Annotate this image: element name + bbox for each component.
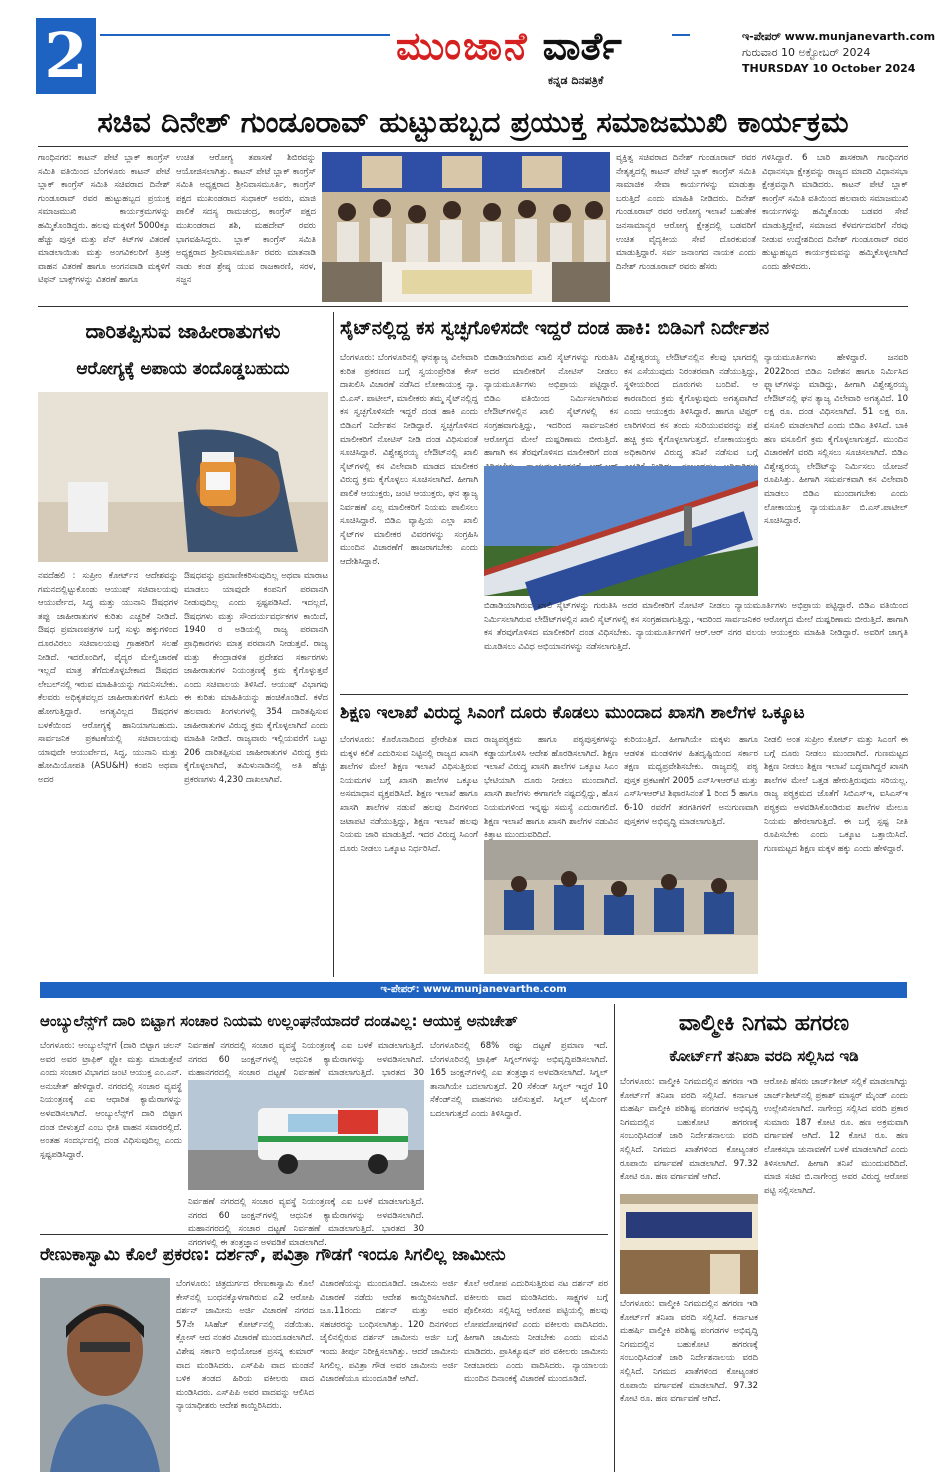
article6-headline[interactable]: ವಾಲ್ಮೀಕಿ ನಿಗಮ ಹಗರಣ (678, 1011, 850, 1036)
page-number: 2 (36, 18, 96, 94)
article7-photo (40, 1278, 170, 1472)
article1-col2: ಉಚಿತ ಆರೋಗ್ಯ ತಪಾಸಣೆ ಶಿಬಿರವನ್ನು ಆಯೋಜಿಸಲಾಗಿತ್ತು. ಕಾಟನ್ ಪೇಟೆ ಬ್ಲಾಕ್ ಕಾಂಗ್ರೆಸ್ ಸಮಿತಿ ಅಧ್ಯಕ್ಷರಾದ ಶ್ರೀನಿವಾಸಮೂರ್ತಿ, ಕಾಂಗ್ರೆಸ್ ಪಕ್ಷದ ಮುಖಂಡರಾದ ಸುಧಾಕರ್ ಅವರು, ಮಾಜಿ ಪಾಲಿಕೆ ಸದಸ್ಯ ರಾಮಚಂದ್ರ, ಕಾಂಗ್ರೆಸ್ ಪಕ್ಷದ ಮುಖಂಡರಾದ ಶಶಿ, ಮಹದೇವ್ ರವರು ಭಾಗವಹಿಸಿದ್ದರು. ಬ್ಲಾಕ್ ಕಾಂಗ್ರೆಸ್ ಸಮಿತಿ ಅಧ್ಯಕ್ಷರಾದ ಶ್ರೀನಿವಾಸಮೂರ್ತಿ ರವರು ಮಾತನಾಡಿ ನಾಡು ಕಂಡ ಶ್ರೇಷ್ಠ ಯುವ ರಾಜಕಾರಣಿ, ಸರಳ, ಸಜ್ಜನ (176, 153, 316, 286)
article5-col3: ಬೆಂಗಳೂರಿನಲ್ಲಿ 68% ರಷ್ಟು ದಟ್ಟಣೆ ಪ್ರಮಾಣ ಇದೆ. ಬೆಂಗಳೂರಿನಲ್ಲಿ ಟ್ರಾಫಿಕ್ ಸಿಗ್ನಲ್‌ಗಳನ್ನು ಅಭಿವೃದ್ಧಿಪಡಿಸಲಾಗಿದೆ. 165 ಜಂಕ್ಷನ್‌ಗಳಲ್ಲಿ ಎಐ ತಂತ್ರಜ್ಞಾನ ಅಳವಡಿಸಲಾಗಿದೆ. ಸಿಗ್ನಲ್ ತಾನಾಗಿಯೇ ಬದಲಾಗುತ್ತದೆ. 20 ಸೆಕೆಂಡ್ ಸಿಗ್ನಲ್ ಇದ್ದರೆ 10 ಸೆಕೆಂಡ್‌ನಲ್ಲಿ ವಾಹನಗಳು ಚಲಿಸುತ್ತವೆ. ಸಿಗ್ನಲ್ ಟೈಮಿಂಗ್ ಬದಲಾಗುತ್ತದೆ ಎಂದು ತಿಳಿಸಿದ್ದಾರೆ. (430, 1041, 608, 1119)
article5-headline[interactable]: ಆಂಬ್ಯುಲೆನ್ಸ್‌ಗೆ ದಾರಿ ಬಿಟ್ಟಾಗ ಸಂಚಾರ ನಿಯಮ ಉಲ್ಲಂಘನೆಯಾದರೆ ದಂಡವಿಲ್ಲ: ಆಯುಕ್ತ ಅನುಚೇತ್ (40, 1012, 518, 1030)
tagline: ಕನ್ನಡ ದಿನಪತ್ರಿಕೆ (548, 74, 604, 87)
article1-col4: ಗಳಿಸಿದ್ದಾರೆ. 6 ಬಾರಿ ಶಾಸಕರಾಗಿ ಗಾಂಧಿನಗರ ವಿಧಾನಸಭಾ ಕ್ಷೇತ್ರವನ್ನು ರಾಜ್ಯದ ಮಾದರಿ ವಿಧಾನಸಭಾ ಕ್ಷೇತ್ರವನ್ನಾಗಿ ಮಾಡಿದರು. ಕಾಟನ್ ಪೇಟೆ ಬ್ಲಾಕ್ ಕಾಂಗ್ರೆಸ್ ಸಮಿತಿ ವತಿಯಿಂದ ಹಲವಾರು ಸಮಾಜಮುಖಿ ಕಾರ್ಯಗಳನ್ನು ಹಮ್ಮಿಕೊಂಡು ಬಡವರ ಸೇವೆ ಮಾಡುತ್ತಿದ್ದೇವೆ, ಸಮಾಜದ ಕೆಳವರ್ಗದವರಿಗೆ ನೆರವು ನೀಡುವ ಉದ್ದೇಶದಿಂದ ದಿನೇಶ್ ಗುಂಡೂರಾವ್ ರವರ ಹುಟ್ಟುಹಬ್ಬದ ಕಾರ್ಯಕ್ರಮವನ್ನು ಹಮ್ಮಿಕೊಳ್ಳಲಾಗಿದೆ ಎಂದು ಹೇಳಿದರು. (762, 153, 908, 272)
article1-headline[interactable]: ಸಚಿವ ದಿನೇಶ್ ಗುಂಡೂರಾವ್ ಹುಟ್ಟುಹಬ್ಬದ ಪ್ರಯುಕ್ತ ಸಮಾಜಮುಖಿ ಕಾರ್ಯಕ್ರಮ (97, 105, 849, 139)
article1-photo (322, 152, 610, 302)
article2-col1: ನವದೆಹಲಿ : ಸುಪ್ರೀಂ ಕೋರ್ಟ್‌ನ ಆದೇಶವನ್ನು ಗಮನದಲ್ಲಿಟ್ಟುಕೊಂಡು ಆಯುಷ್ ಸಚಿವಾಲಯವು ಆಯುರ್ವೇದ, ಸಿದ್ಧ ಮತ್ತು ಯುನಾನಿ ಔಷಧಗಳ ತಪ್ಪು ಜಾಹೀರಾತುಗಳ ಕುರಿತು ಎಚ್ಚರಿಕೆ ನೀಡಿದೆ. ಔಷಧ ಪ್ರಮಾಣಪತ್ರಗಳ ಬಗ್ಗೆ ಸುಳ್ಳು ಹಕ್ಕುಗಳಿಂದ ದೂರವಿರಲು ಸಚಿವಾಲಯವು ಗ್ರಾಹಕರಿಗೆ ಸಲಹೆ ನೀಡಿದೆ. ಇದರೊಂದಿಗೆ, ವೈದ್ಯರ ಮೇಲ್ವಿಚಾರಣೆ ಇಲ್ಲದೆ ಮಾತ್ರ ತೆಗೆದುಕೊಳ್ಳಬೇಕಾದ ಔಷಧದ ಲೇಬಲ್‌ನಲ್ಲಿ ಇರುವ ಮಾಹಿತಿಯನ್ನು ಗಮನಿಸಬೇಕು. ಕೆಲವರು ಅಧಿಕೃತವಲ್ಲದ ಜಾಹೀರಾತುಗಳಿಗೆ ಕುಸಿದು ಹೋಗುತ್ತಿದ್ದಾರೆ. ಅಗತ್ಯವಿಲ್ಲದ ಔಷಧಗಳ ಬಳಕೆಯಿಂದ ಆರೋಗ್ಯಕ್ಕೆ ಹಾನಿಯಾಗಬಹುದು. ಸಾರ್ವಜನಿಕ ಪ್ರಕಟಣೆಯಲ್ಲಿ ಸಚಿವಾಲಯವು ಯಾವುದೇ ಆಯುರ್ವೇದ, ಸಿದ್ಧ, ಯುನಾನಿ ಮತ್ತು ಹೋಮಿಯೋಪತಿ (ASU&H) ಕಂಪನಿ ಅಥವಾ ಅದರ (38, 571, 178, 785)
article4-col2: ರಾಜ್ಯಪಠ್ಯಕ್ರಮ ಹಾಗೂ ಪಠ್ಯಪುಸ್ತಕಗಳನ್ನು ಕಡ್ಡಾಯಗೊಳಿಸಿ ಆದೇಶ ಹೊರಡಿಸಲಾಗಿದೆ. ಶಿಕ್ಷಣ ಇಲಾಖೆ ವಿರುದ್ಧ ಖಾಸಗಿ ಶಾಲೆಗಳ ಒಕ್ಕೂಟ ಸಿಎಂ ಭೇಟಿಯಾಗಿ ದೂರು ನೀಡಲು ಮುಂದಾಗಿದೆ. ಖಾಸಗಿ ಶಾಲೆಗಳು ಈಗಾಗಲೇ ನಷ್ಟದಲ್ಲಿದ್ದು, ಹೊಸ ನಿಯಮಗಳಿಂದ ಇನ್ನಷ್ಟು ಸಮಸ್ಯೆ ಎದುರಾಗಲಿದೆ. ಶಿಕ್ಷಣ ಇಲಾಖೆ ಹಾಗೂ ಖಾಸಗಿ ಶಾಲೆಗಳ ನಡುವಿನ ಕಿತ್ತಾಟ ಮುಂದುವರಿದಿದೆ. (484, 735, 618, 841)
article6-col2: ಆರೋಪಿ ಹೆಸರು ಚಾರ್ಜ್‌ಶೀಟ್ ಸಲ್ಲಿಕೆ ಮಾಡಲಾಗಿದ್ದು ಚಾರ್ಜ್‌ಶೀಟ್‌ನಲ್ಲಿ ಪ್ರಕಾಶ್ ಮಾಸ್ಟರ್ ಮೈಂಡ್ ಎಂದು ಉಲ್ಲೇಖಿಸಲಾಗಿದೆ. ನಾಗೇಂದ್ರ ಸಲ್ಲಿಸಿದ ವರದಿ ಪ್ರಕಾರ ಸುಮಾರು 187 ಕೋಟಿ ರೂ. ಹಣ ಅಕ್ರಮವಾಗಿ ವರ್ಗಾವಣೆ ಆಗಿದೆ. 12 ಕೋಟಿ ರೂ. ಹಣ ಲೋಕಸಭಾ ಚುನಾವಣೆಗೆ ಬಳಕೆ ಮಾಡಲಾಗಿದೆ ಎಂದು ತಿಳಿಸಲಾಗಿದೆ. ಹೀಗಾಗಿ ತನಿಖೆ ಮುಂದುವರಿದಿದೆ. ಮಾಜಿ ಸಚಿವ ಬಿ.ನಾಗೇಂದ್ರ ಅವರ ವಿರುದ್ಧ ಆರೋಪ ಪಟ್ಟಿ ಸಲ್ಲಿಸಲಾಗಿದೆ. (764, 1077, 908, 1196)
logo-word-1: ಮುಂಜಾನೆ (396, 24, 529, 68)
article3-col1: ಬೆಂಗಳೂರು: ಬೆಂಗಳೂರಿನಲ್ಲಿ ಘನತ್ಯಾಜ್ಯ ವಿಲೇವಾರಿ ಕುರಿತ ಪ್ರಕರಣದ ಬಗ್ಗೆ ಸ್ವಯಂಪ್ರೇರಿತ ಕೇಸ್ ದಾಖಲಿಸಿ ವಿಚಾರಣೆ ನಡೆಸಿದ ಲೋಕಾಯುಕ್ತ ನ್ಯಾ. ಬಿ.ಎಸ್. ಪಾಟೀಲ್, ಮಾಲೀಕರು ತಮ್ಮ ಸೈಟ್‌ನಲ್ಲಿದ್ದ ಕಸ ಸ್ವಚ್ಛಗೊಳಿಸದೇ ಇದ್ದರೆ ದಂಡ ಹಾಕಿ ಎಂದು ಬಿಡಿಎಗೆ ನಿರ್ದೇಶನ ನೀಡಿದ್ದಾರೆ. ಸ್ವಚ್ಛಗೊಳಿಸದ ಮಾಲೀಕರಿಗೆ ನೋಟಿಸ್ ನೀಡಿ ದಂಡ ವಿಧಿಸುವಂತೆ ಸೂಚಿಸಿದ್ದಾರೆ. ವಿಶ್ವೇಶ್ವರಯ್ಯ ಲೇಔಟ್‌ನಲ್ಲಿ ಖಾಲಿ ಸೈಟ್‌ಗಳಲ್ಲಿ ಕಸ ವಿಲೇವಾರಿ ಮಾಡದ ಮಾಲೀಕರ ವಿರುದ್ಧ ಕ್ರಮ ಕೈಗೊಳ್ಳಲು ಸೂಚಿಸಲಾಗಿದೆ. ಹೀಗಾಗಿ ಪಾಲಿಕೆ ಆಯುಕ್ತರು, ಜಂಟಿ ಆಯುಕ್ತರು, ಘನ ತ್ಯಾಜ್ಯ ನಿರ್ವಹಣೆ ಎಲ್ಲ ಮಾಲೀಕರಿಗೆ ನಿಯಮ ಪಾಲಿಸಲು ಸೂಚಿಸಿದ್ದಾರೆ. ಬಿಡಿಎ ವ್ಯಾಪ್ತಿಯ ಎಲ್ಲಾ ಖಾಲಿ ಸೈಟ್‌ಗಳ ಮಾಲೀಕರ ವಿವರಗಳನ್ನು ಸಂಗ್ರಹಿಸಿ ಮುಂದಿನ ವಿಚಾರಣೆಗೆ ಹಾಜರಾಗಬೇಕು ಎಂದು ಆದೇಶಿಸಿದ್ದಾರೆ. (340, 353, 478, 567)
newspaper-logo (396, 24, 676, 70)
article5-col1: ಬೆಂಗಳೂರು: ಆಂಬ್ಯುಲೆನ್ಸ್‌ಗೆ (ದಾರಿ ಬಿಟ್ಟಾಗ ಚಲನ್ ಅವರ ಅವರ ಟ್ರಾಫಿಕ್ ಫ್ಲೋ ಮತ್ತು ಮಾಡುತ್ತೇವೆ ಎಂದು ಸಂಚಾರ ವಿಭಾಗದ ಜಂಟಿ ಆಯುಕ್ತ ಎಂ.ಎನ್. ಅನುಚೇತ್ ಹೇಳಿದ್ದಾರೆ. ನಗರದಲ್ಲಿ ಸಂಚಾರ ವ್ಯವಸ್ಥೆ ನಿಯಂತ್ರಣಕ್ಕೆ ಎಐ ಆಧಾರಿತ ಕ್ಯಾಮೆರಾಗಳನ್ನು ಅಳವಡಿಸಲಾಗಿದೆ. ಆಂಬ್ಯುಲೆನ್ಸ್‌ಗೆ ದಾರಿ ಬಿಟ್ಟಾಗ ದಂಡ ಬೀಳುತ್ತದೆ ಎಂಬ ಭೀತಿ ವಾಹನ ಸವಾರರಲ್ಲಿದೆ. ಅಂತಹ ಸಂದರ್ಭದಲ್ಲಿ ದಂಡ ವಿಧಿಸುವುದಿಲ್ಲ ಎಂದು ಸ್ಪಷ್ಟಪಡಿಸಿದ್ದಾರೆ. (40, 1041, 182, 1160)
article4-col1: ಬೆಂಗಳೂರು: ಕೊರೊನಾದಿಂದ ಪ್ರೇರೇಪಿತ ವಾದ ಮಕ್ಕಳ ಕಲಿಕೆ ಎದುರಿಸುವ ನಿಟ್ಟಿನಲ್ಲಿ ರಾಜ್ಯದ ಖಾಸಗಿ ಶಾಲೆಗಳ ಮೇಲೆ ಶಿಕ್ಷಣ ಇಲಾಖೆ ವಿಧಿಸುತ್ತಿರುವ ನಿಯಮಗಳ ಬಗ್ಗೆ ಖಾಸಗಿ ಶಾಲೆಗಳ ಒಕ್ಕೂಟ ಅಸಮಾಧಾನ ವ್ಯಕ್ತಪಡಿಸಿದೆ. ಶಿಕ್ಷಣ ಇಲಾಖೆ ಹಾಗೂ ಖಾಸಗಿ ಶಾಲೆಗಳ ನಡುವೆ ಹಲವು ದಿನಗಳಿಂದ ಜಟಾಪಟಿ ನಡೆಯುತ್ತಿದ್ದು, ಶಿಕ್ಷಣ ಇಲಾಖೆ ಹಲವು ನಿಯಮ ಜಾರಿ ಮಾಡುತ್ತಿದೆ. ಇದರ ವಿರುದ್ಧ ಸಿಎಂಗೆ ದೂರು ನೀಡಲು ಒಕ್ಕೂಟ ನಿರ್ಧರಿಸಿದೆ. (340, 735, 478, 854)
article3-headline[interactable]: ಸೈಟ್‌ನಲ್ಲಿದ್ದ ಕಸ ಸ್ವಚ್ಛಗೊಳಿಸದೇ ಇದ್ದರೆ ದಂಡ ಹಾಕಿ: ಬಿಡಿಎಗೆ ನಿರ್ದೇಶನ (340, 318, 770, 339)
column-divider (333, 312, 334, 977)
article2-subhead: ಆರೋಗ್ಯಕ್ಕೆ ಅಪಾಯ ತಂದೊಡ್ಡಬಹುದು (76, 359, 290, 379)
date-english: THURSDAY 10 October 2024 (742, 62, 916, 75)
article2-photo (38, 392, 328, 562)
article4-photo (484, 840, 758, 974)
masthead-rule-2 (672, 34, 690, 36)
logo-word-2: ವಾರ್ತೆ (542, 24, 622, 68)
article7-col1: ಬೆಂಗಳೂರು: ಚಿತ್ರದುರ್ಗದ ರೇಣುಕಾಸ್ವಾಮಿ ಕೊಲೆ ಕೇಸ್‌ನಲ್ಲಿ ಬಂಧನಕ್ಕೊಳಗಾಗಿರುವ ಎ2 ಆರೋಪಿ ದರ್ಶನ್ ಜಾಮೀನು ಅರ್ಜಿ ವಿಚಾರಣೆ ನಗರದ 57ನೇ ಸಿಸಿಹೆಚ್ ಕೋರ್ಟ್‌ನಲ್ಲಿ ನಡೆಯಿತು. ಕ್ಲೋಸ್ ಆದ ನಂತರ ವಿಚಾರಣೆ ಮುಂದೂಡಲಾಗಿದೆ. ವಿಶೇಷ ಸರ್ಕಾರಿ ಅಭಿಯೋಜಕ ಪ್ರಸನ್ನ ಕುಮಾರ್ ವಾದ ಮಂಡಿಸಿದರು. ಎಸ್‌ಪಿಪಿ ವಾದ ಮಂಡನೆ ಬಳಿಕ ತಂಡದ ಹಿರಿಯ ವಕೀಲರು ವಾದ ಮಂಡಿಸಿದರು. ಎಸ್‌ಪಿಪಿ ಅವರ ವಾದವನ್ನು ಆಲಿಸಿದ ನ್ಯಾಯಾಧೀಶರು ಆದೇಶ ಕಾಯ್ದಿರಿಸಿದರು. (176, 1279, 314, 1412)
article3-continued: ಬಿಡಾಡಿಯಾಗಿರುವ ಖಾಲಿ ಸೈಟ್‌ಗಳನ್ನು ಗುರುತಿಸಿ ಅದರ ಮಾಲೀಕರಿಗೆ ನೋಟಿಸ್ ನೀಡಲು ನ್ಯಾಯಮೂರ್ತಿಗಳು ಅಭಿಪ್ರಾಯ ಪಟ್ಟಿದ್ದಾರೆ. ಬಿಡಿಎ ವತಿಯಿಂದ ನಿರ್ಮಿಸಲಾಗಿರುವ ಲೇಔಟ್‌ಗಳಲ್ಲಿನ ಖಾಲಿ ಸೈಟ್‌ಗಳಲ್ಲಿ ಕಸ ಸಂಗ್ರಹವಾಗುತ್ತಿದ್ದು, ಇದರಿಂದ ಸಾರ್ವಜನಿಕರ ಆರೋಗ್ಯದ ಮೇಲೆ ದುಷ್ಪರಿಣಾಮ ಬೀರುತ್ತಿದೆ. ಹಾಗಾಗಿ ಕಸ ತೆರವುಗೊಳಿಸದ ಮಾಲೀಕರಿಗೆ ದಂಡ ವಿಧಿಸಬೇಕು. ನ್ಯಾಯಮೂರ್ತಿಗಳಿಗೆ ಆರ್.ಆರ್ ನಗರ ವಲಯ ಆಯುಕ್ತರು ಮಾಹಿತಿ ನೀಡಿದ್ದಾರೆ. ಅವರಿಗೆ ಜಾಗೃತಿ ಮೂಡಿಸಲು ವಿವಿಧ ಅಭಿಯಾನಗಳನ್ನು ನಡೆಸಲಾಗುತ್ತಿದೆ. (484, 601, 908, 652)
article7-col3: ಕೊಲೆ ಆರೋಪ ಎದುರಿಸುತ್ತಿರುವ ನಟ ದರ್ಶನ್ ಪರ ವಕೀಲರು ವಾದ ಮಂಡಿಸಿದರು. ಸಾಕ್ಷ್ಯಗಳ ಬಗ್ಗೆ ಪೊಲೀಸರು ಸಲ್ಲಿಸಿದ್ದ ಆರೋಪ ಪಟ್ಟಿಯಲ್ಲಿ ಹಲವು ಲೋಪದೋಷಗಳಿವೆ ಎಂದು ವಕೀಲರು ವಾದಿಸಿದರು. ಹೀಗಾಗಿ ಜಾಮೀನು ನೀಡಬೇಕು ಎಂದು ಮನವಿ ಮಾಡಿದರು. ಪ್ರಾಸಿಕ್ಯೂಷನ್ ಪರ ವಕೀಲರು ಜಾಮೀನು ನೀಡಬಾರದು ಎಂದು ವಾದಿಸಿದರು. ನ್ಯಾಯಾಲಯ ಮುಂದಿನ ದಿನಾಂಕಕ್ಕೆ ವಿಚಾರಣೆ ಮುಂದೂಡಿದೆ. (464, 1279, 608, 1385)
article7-col2: ವಿಚಾರಣೆಯನ್ನು ಮುಂದೂಡಿದೆ. ಜಾಮೀನು ಅರ್ಜಿ ವಿಚಾರಣೆ ನಡೆದು ಆದೇಶ ಕಾಯ್ದಿರಿಸಲಾಗಿದೆ. ಜೂ.11ರಂದು ದರ್ಶನ್ ಮತ್ತು ಅವರ ಸಹಚರರನ್ನು ಬಂಧಿಸಲಾಗಿತ್ತು. 120 ದಿನಗಳಿಂದ ಜೈಲಿನಲ್ಲಿರುವ ದರ್ಶನ್ ಜಾಮೀನು ಅರ್ಜಿ ಬಗ್ಗೆ ಇಂದು ತೀರ್ಪು ನಿರೀಕ್ಷಿಸಲಾಗಿತ್ತು. ಆದರೆ ಜಾಮೀನು ಸಿಗಲಿಲ್ಲ. ಪವಿತ್ರಾ ಗೌಡ ಅವರ ಜಾಮೀನು ಅರ್ಜಿ ವಿಚಾರಣೆಯೂ ಮುಂದೂಡಿಕೆ ಆಗಿದೆ. (320, 1279, 458, 1385)
article1-col1: ಗಾಂಧಿನಗರ: ಕಾಟನ್ ಪೇಟೆ ಬ್ಲಾಕ್ ಕಾಂಗ್ರೆಸ್ ಸಮಿತಿ ವತಿಯಿಂದ ಬೆಂಗಳೂರು ಕಾಟನ್ ಪೇಟೆ ಬ್ಲಾಕ್ ಕಾಂಗ್ರೆಸ್ ಸಮಿತಿ ಸಚಿವರಾದ ದಿನೇಶ್ ಗುಂಡೂರಾವ್ ರವರ ಹುಟ್ಟುಹಬ್ಬದ ಪ್ರಯುಕ್ತ ಸಮಾಜಮುಖಿ ಕಾರ್ಯಕ್ರಮಗಳನ್ನು ಹಮ್ಮಿಕೊಂಡಿದ್ದರು. ಹಲವು ಮಕ್ಕಳಿಗೆ 5000ಕ್ಕೂ ಹೆಚ್ಚು ಪುಸ್ತಕ ಮತ್ತು ಪೆನ್ ಕಿಟ್‌ಗಳ ವಿತರಣೆ ಮಾಡಲಾಯಿತು ಮತ್ತು ಅಂಗವಿಕಲರಿಗೆ ತ್ರಿಚಕ್ರ ವಾಹನ ವಿತರಣೆ ಹಾಗೂ ಅಂಗನವಾಡಿ ಮಕ್ಕಳಿಗೆ ಟಿಫನ್ ಬಾಕ್ಸ್‌ಗಳನ್ನು ವಿತರಣೆ ಹಾಗೂ (38, 153, 170, 286)
article4-col4: ನೀಡಲಿ ಅಂತ ಸುಪ್ರೀಂ ಕೋರ್ಟ್ ಮತ್ತು ಸಿಎಂಗೆ ಈ ಬಗ್ಗೆ ದೂರು ನೀಡಲು ಮುಂದಾಗಿದೆ. ಗುಣಮಟ್ಟದ ಶಿಕ್ಷಣ ನೀಡಲು ಶಿಕ್ಷಣ ಇಲಾಖೆ ಬದ್ಧವಾಗಿದ್ದರೆ ಖಾಸಗಿ ಶಾಲೆಗಳ ಮೇಲೆ ಒತ್ತಡ ಹೇರುತ್ತಿರುವುದು ಸರಿಯಲ್ಲ. ರಾಜ್ಯ ಪಠ್ಯಕ್ರಮದ ಜೊತೆಗೆ ಸಿಬಿಎಸ್‌ಇ, ಐಸಿಎಸ್‌ಇ ಪಠ್ಯಕ್ರಮ ಅಳವಡಿಸಿಕೊಂಡಿರುವ ಶಾಲೆಗಳ ಮೇಲೂ ನಿಯಮ ಹೇರಲಾಗುತ್ತಿದೆ. ಈ ಬಗ್ಗೆ ಸ್ಪಷ್ಟ ನೀತಿ ರೂಪಿಸಬೇಕು ಎಂದು ಒಕ್ಕೂಟ ಒತ್ತಾಯಿಸಿದೆ. ಗುಣಮಟ್ಟದ ಶಿಕ್ಷಣ ಮಕ್ಕಳ ಹಕ್ಕು ಎಂದು ಹೇಳಿದ್ದಾರೆ. (764, 735, 908, 854)
article5-photo (188, 1080, 424, 1190)
divider (38, 306, 908, 307)
article6-col1: ಬೆಂಗಳೂರು: ವಾಲ್ಮೀಕಿ ನಿಗಮದಲ್ಲಿನ ಹಗರಣ ಇಡಿ ಕೋರ್ಟ್‌ಗೆ ತನಿಖಾ ವರದಿ ಸಲ್ಲಿಸಿದೆ. ಕರ್ನಾಟಕ ಮಹರ್ಷಿ ವಾಲ್ಮೀಕಿ ಪರಿಶಿಷ್ಟ ಪಂಗಡಗಳ ಅಭಿವೃದ್ಧಿ ನಿಗಮದಲ್ಲಿನ ಬಹುಕೋಟಿ ಹಗರಣಕ್ಕೆ ಸಂಬಂಧಿಸಿದಂತೆ ಜಾರಿ ನಿರ್ದೇಶನಾಲಯ ವರದಿ ಸಲ್ಲಿಸಿದೆ. ನಿಗಮದ ಖಾತೆಗಳಿಂದ ಕೋಟ್ಯಂತರ ರೂಪಾಯಿ ವರ್ಗಾವಣೆ ಮಾಡಲಾಗಿದೆ. 97.32 ಕೋಟಿ ರೂ. ಹಣ ವರ್ಗಾವಣೆ ಆಗಿದೆ. (620, 1077, 758, 1183)
article3-col2: ಬಿಡಾಡಿಯಾಗಿರುವ ಖಾಲಿ ಸೈಟ್‌ಗಳನ್ನು ಗುರುತಿಸಿ ಅದರ ಮಾಲೀಕರಿಗೆ ನೋಟಿಸ್ ನೀಡಲು ನ್ಯಾಯಮೂರ್ತಿಗಳು ಅಭಿಪ್ರಾಯ ಪಟ್ಟಿದ್ದಾರೆ. ಬಿಡಿಎ ವತಿಯಿಂದ ನಿರ್ಮಿಸಲಾಗಿರುವ ಲೇಔಟ್‌ಗಳಲ್ಲಿನ ಖಾಲಿ ಸೈಟ್‌ಗಳಲ್ಲಿ ಕಸ ಸಂಗ್ರಹವಾಗುತ್ತಿದ್ದು, ಇದರಿಂದ ಸಾರ್ವಜನಿಕರ ಆರೋಗ್ಯದ ಮೇಲೆ ದುಷ್ಪರಿಣಾಮ ಬೀರುತ್ತಿದೆ. ಹಾಗಾಗಿ ಕಸ ತೆರವುಗೊಳಿಸದ ಮಾಲೀಕರಿಗೆ ದಂಡ (484, 353, 618, 459)
article3-col3-top: ವಿಶ್ವೇಶ್ವರಯ್ಯ ಲೇಔಟ್‌ನಲ್ಲಿನ ಕೆಲವು ಭಾಗದಲ್ಲಿ ಕಸ ಎಸೆಯುವುದು ನಿರಂತರವಾಗಿ ನಡೆಯುತ್ತಿದ್ದು, ಸ್ಥಳೀಯರಿಂದ ದೂರುಗಳು ಬಂದಿವೆ. ಆ ಕಾರಣದಿಂದ ಕ್ರಮ ಕೈಗೊಳ್ಳುವುದು ಅಗತ್ಯವಾಗಿದೆ ಎಂದು ಆಯುಕ್ತರು ತಿಳಿಸಿದ್ದಾರೆ. ಹಾಗೂ ಟಿಪ್ಪರ್ ಲಾರಿಗಳಿಂದ ಕಸ ತಂದು ಸುರಿಯುವವರನ್ನು ಪತ್ತೆ ಹಚ್ಚಿ ಕ್ರಮ ಕೈಗೊಳ್ಳಲಾಗುತ್ತದೆ. ಲೋಕಾಯುಕ್ತರು ಅಧಿಕಾರಿಗಳ ವಿರುದ್ಧ ತನಿಖೆ ನಡೆಸುವ ಬಗ್ಗೆ (624, 353, 758, 459)
article4-col3: ಕುರಿಯುತ್ತಿದೆ. ಹೀಗಾಗಿಯೇ ಮಕ್ಕಳು ಹಾಗೂ ಆಡಳಿತ ಮಂಡಳಿಗಳ ಹಿತದೃಷ್ಟಿಯಿಂದ ಸರ್ಕಾರ ತಕ್ಷಣ ಮಧ್ಯಪ್ರವೇಶಿಸಬೇಕು. ರಾಜ್ಯದಲ್ಲಿ ಪಠ್ಯ ಪುಸ್ತಕ ಪ್ರಕಟಣೆಗೆ 2005 ಎನ್‌ಸಿಇಆರ್‌ಟಿ ಮತ್ತು ಎಸ್‌ಸಿಇಆರ್‌ಟಿ ಶಿಫಾರಸಿನಂತೆ 1 ರಿಂದ 5 ಹಾಗೂ 6-10 ರವರೆಗೆ ತರಗತಿಗಳಿಗೆ ಅನುಗುಣವಾಗಿ ಪುಸ್ತಕಗಳ ಅಭಿವೃದ್ಧಿ ಮಾಡಲಾಗುತ್ತಿದೆ. (624, 735, 758, 827)
article2-headline[interactable]: ದಾರಿತಪ್ಪಿಸುವ ಜಾಹೀರಾತುಗಳು (85, 319, 281, 343)
article3-photo (484, 466, 758, 596)
date-kannada: ಗುರುವಾರ 10 ಅಕ್ಟೋಬರ್ 2024 (742, 46, 871, 59)
column-divider (614, 1004, 615, 1472)
epaper-band[interactable]: ಇ-ಪೇಪರ್: www.munjanevarthe.com (40, 982, 907, 998)
article6-subhead: ಕೋರ್ಟ್‌ಗೆ ತನಿಖಾ ವರದಿ ಸಲ್ಲಿಸಿದ ಇಡಿ (669, 1047, 859, 1065)
masthead-rule (100, 34, 390, 36)
article3-col4: ನ್ಯಾಯಮೂರ್ತಿಗಳು ಹೇಳಿದ್ದಾರೆ. ಜನವರಿ 2022ರಿಂದ ಬಿಡಿಎ ನಿವೇಶನ ಹಾಗೂ ನಿರ್ಮಿಸಿದ ಫ್ಲ್ಯಾಟ್‌ಗಳನ್ನು ಮಾಡಿದ್ದು, ಹೀಗಾಗಿ ವಿಶ್ವೇಶ್ವರಯ್ಯ ಲೇಔಟ್‌ನಲ್ಲಿ ಘನ ತ್ಯಾಜ್ಯ ವಿಲೇವಾರಿ ಅಗತ್ಯವಿದೆ. 10 ಲಕ್ಷ ರೂ. ದಂಡ ವಿಧಿಸಲಾಗಿದೆ. 51 ಲಕ್ಷ ರೂ. ವಸೂಲಿ ಮಾಡಲಾಗಿದೆ ಎಂದು ಬಿಡಿಎ ತಿಳಿಸಿದೆ. ಬಾಕಿ ಹಣ ವಸೂಲಿಗೆ ಕ್ರಮ ಕೈಗೊಳ್ಳಲಾಗುತ್ತದೆ. ಮುಂದಿನ ವಿಚಾರಣೆಗೆ ವರದಿ ಸಲ್ಲಿಸಲು ಸೂಚಿಸಲಾಗಿದೆ. ಬಿಡಿಎ ವಿಶ್ವೇಶ್ವರಯ್ಯ ಲೇಔಟ್‌ನ್ನು ನಿರ್ಮಿಸಲು ಯೋಜನೆ ರೂಪಿಸಿತ್ತು. ಹೀಗಾಗಿ ಸಮರ್ಪಕವಾಗಿ ಕಸ ವಿಲೇವಾರಿ ಮಾಡಲು ಬಿಡಿಎ ಮುಂದಾಗಬೇಕು ಎಂದು ಲೋಕಾಯುಕ್ತ ನ್ಯಾಯಮೂರ್ತಿ ಬಿ.ಎಸ್.ಪಾಟೀಲ್ ಸೂಚಿಸಿದ್ದಾರೆ. (764, 353, 908, 527)
divider (38, 146, 908, 147)
article1-col3: ವ್ಯಕ್ತಿತ್ವ ಸಚಿವರಾದ ದಿನೇಶ್ ಗುಂಡೂರಾವ್ ರವರ ನೇತೃತ್ವದಲ್ಲಿ ಕಾಟನ್ ಪೇಟೆ ಬ್ಲಾಕ್ ಕಾಂಗ್ರೆಸ್ ಸಮಿತಿ ಸಾಮಾಜಿಕ ಸೇವಾ ಕಾರ್ಯಗಳನ್ನು ಮಾಡುತ್ತಾ ಬರುತ್ತಿದೆ ಎಂದು ಮಾಹಿತಿ ನೀಡಿದರು. ದಿನೇಶ್ ಗುಂಡೂರಾವ್ ರವರ ಆರೋಗ್ಯ ಇಲಾಖೆ ಬಹುತೇಕ ಜನಸಾಮಾನ್ಯರ ಆರೋಗ್ಯ ಕ್ಷೇತ್ರದಲ್ಲಿ ಬಡವರಿಗೆ ಉಚಿತ ವೈದ್ಯಕೀಯ ಸೇವೆ ದೊರಕುವಂತೆ ಮಾಡುತ್ತಿದ್ದಾರೆ. ಸರ್ವ ಜನಾಂಗದ ನಾಯಕ ಎಂದು ದಿನೇಶ್ ಗುಂಡೂರಾವ್ ರವರು ಹೆಸರು (616, 153, 756, 272)
article6-col1b: ಬೆಂಗಳೂರು: ವಾಲ್ಮೀಕಿ ನಿಗಮದಲ್ಲಿನ ಹಗರಣ ಇಡಿ ಕೋರ್ಟ್‌ಗೆ ತನಿಖಾ ವರದಿ ಸಲ್ಲಿಸಿದೆ. ಕರ್ನಾಟಕ ಮಹರ್ಷಿ ವಾಲ್ಮೀಕಿ ಪರಿಶಿಷ್ಟ ಪಂಗಡಗಳ ಅಭಿವೃದ್ಧಿ ನಿಗಮದಲ್ಲಿನ ಬಹುಕೋಟಿ ಹಗರಣಕ್ಕೆ ಸಂಬಂಧಿಸಿದಂತೆ ಜಾರಿ ನಿರ್ದೇಶನಾಲಯ ವರದಿ ಸಲ್ಲಿಸಿದೆ. ನಿಗಮದ ಖಾತೆಗಳಿಂದ ಕೋಟ್ಯಂತರ ರೂಪಾಯಿ ವರ್ಗಾವಣೆ ಮಾಡಲಾಗಿದೆ. 97.32 ಕೋಟಿ ರೂ. ಹಣ ವರ್ಗಾವಣೆ ಆಗಿದೆ. (620, 1299, 758, 1405)
article5-col2b: ನಿರ್ವಹಣೆ ನಗರದಲ್ಲಿ ಸಂಚಾರ ವ್ಯವಸ್ಥೆ ನಿಯಂತ್ರಣಕ್ಕೆ ಎಐ ಬಳಕೆ ಮಾಡಲಾಗುತ್ತಿದೆ. ನಗರದ 60 ಜಂಕ್ಷನ್‌ಗಳಲ್ಲಿ ಆಧುನಿಕ ಕ್ಯಾಮೆರಾಗಳನ್ನು ಅಳವಡಿಸಲಾಗಿದೆ. ಮಹಾನಗರದಲ್ಲಿ ಸಂಚಾರ ದಟ್ಟಣೆ ನಿರ್ವಹಣೆ ಮಾಡಲಾಗುತ್ತಿದೆ. ಭಾರತದ 30 ನಗರಗಳಲ್ಲಿ ಈ ತಂತ್ರಜ್ಞಾನ ಅಳವಡಿಕೆ ಮಾಡಲಾಗಿದೆ. (188, 1197, 424, 1248)
article2-col2: ಔಷಧವನ್ನು ಪ್ರಮಾಣೀಕರಿಸುವುದಿಲ್ಲ ಅಥವಾ ಮಾರಾಟ ಮಾಡಲು ಯಾವುದೇ ಕಂಪನಿಗೆ ಪರವಾನಗಿ ನೀಡುವುದಿಲ್ಲ ಎಂದು ಸ್ಪಷ್ಟಪಡಿಸಿದೆ. ಇದಲ್ಲದೆ, ಔಷಧಗಳು ಮತ್ತು ಸೌಂದರ್ಯವರ್ಧಕಗಳ ಕಾಯಿದೆ, 1940 ರ ಅಡಿಯಲ್ಲಿ ರಾಜ್ಯ ಪರವಾನಗಿ ಪ್ರಾಧಿಕಾರಗಳು ಮಾತ್ರ ಪರವಾನಗಿ ನೀಡುತ್ತವೆ. ರಾಜ್ಯ ಮತ್ತು ಕೇಂದ್ರಾಡಳಿತ ಪ್ರದೇಶದ ಸರ್ಕಾರಗಳು ಜಾಹೀರಾತುಗಳ ನಿಯಂತ್ರಣಕ್ಕೆ ಕ್ರಮ ಕೈಗೊಳ್ಳುತ್ತವೆ ಎಂದು ಸಚಿವಾಲಯ ತಿಳಿಸಿದೆ. ಆಯುಷ್ ವಿಭಾಗವು ಈ ಕುರಿತು ಮಾಹಿತಿಯನ್ನು ಹಂಚಿಕೊಂಡಿದೆ. ಕಳೆದ ಹಲವಾರು ತಿಂಗಳುಗಳಲ್ಲಿ 354 ದಾರಿತಪ್ಪಿಸುವ ಜಾಹೀರಾತುಗಳ ವಿರುದ್ಧ ಕ್ರಮ ಕೈಗೊಳ್ಳಲಾಗಿದೆ ಎಂದು ಮಾಹಿತಿ ನೀಡಿದೆ. ರಾಜ್ಯವಾರು ಇಲ್ಲಿಯವರೆಗೆ ಒಟ್ಟು 206 ದಾರಿತಪ್ಪಿಸುವ ಜಾಹೀರಾತುಗಳ ವಿರುದ್ಧ ಕ್ರಮ ಕೈಗೊಳ್ಳಲಾಗಿದೆ, ತಮಿಳುನಾಡಿನಲ್ಲಿ ಅತಿ ಹೆಚ್ಚು ಪ್ರಕರಣಗಳು 4,230 ದಾಖಲಾಗಿವೆ. (184, 571, 328, 785)
epaper-link[interactable]: ಇ-ಪೇಪರ್ www.munjanevarth.com (742, 30, 936, 43)
article6-photo (620, 1194, 758, 1294)
article7-headline[interactable]: ರೇಣುಕಾಸ್ವಾಮಿ ಕೊಲೆ ಪ್ರಕರಣ: ದರ್ಶನ್, ಪವಿತ್ರಾ ಗೌಡಗೆ ಇಂದೂ ಸಿಗಲಿಲ್ಲ ಜಾಮೀನು (40, 1245, 506, 1265)
divider (340, 694, 908, 695)
divider (40, 1234, 608, 1235)
masthead (0, 0, 945, 96)
article5-col2: ನಿರ್ವಹಣೆ ನಗರದಲ್ಲಿ ಸಂಚಾರ ವ್ಯವಸ್ಥೆ ನಿಯಂತ್ರಣಕ್ಕೆ ಎಐ ಬಳಕೆ ಮಾಡಲಾಗುತ್ತಿದೆ. ನಗರದ 60 ಜಂಕ್ಷನ್‌ಗಳಲ್ಲಿ ಆಧುನಿಕ ಕ್ಯಾಮೆರಾಗಳನ್ನು ಅಳವಡಿಸಲಾಗಿದೆ. ಮಹಾನಗರದಲ್ಲಿ ಸಂಚಾರ ದಟ್ಟಣೆ ನಿರ್ವಹಣೆ ಮಾಡಲಾಗುತ್ತಿದೆ. ಭಾರತದ 30 (188, 1041, 424, 1079)
article4-headline[interactable]: ಶಿಕ್ಷಣ ಇಲಾಖೆ ವಿರುದ್ಧ ಸಿಎಂಗೆ ದೂರು ಕೊಡಲು ಮುಂದಾದ ಖಾಸಗಿ ಶಾಲೆಗಳ ಒಕ್ಕೂಟ (340, 703, 805, 723)
